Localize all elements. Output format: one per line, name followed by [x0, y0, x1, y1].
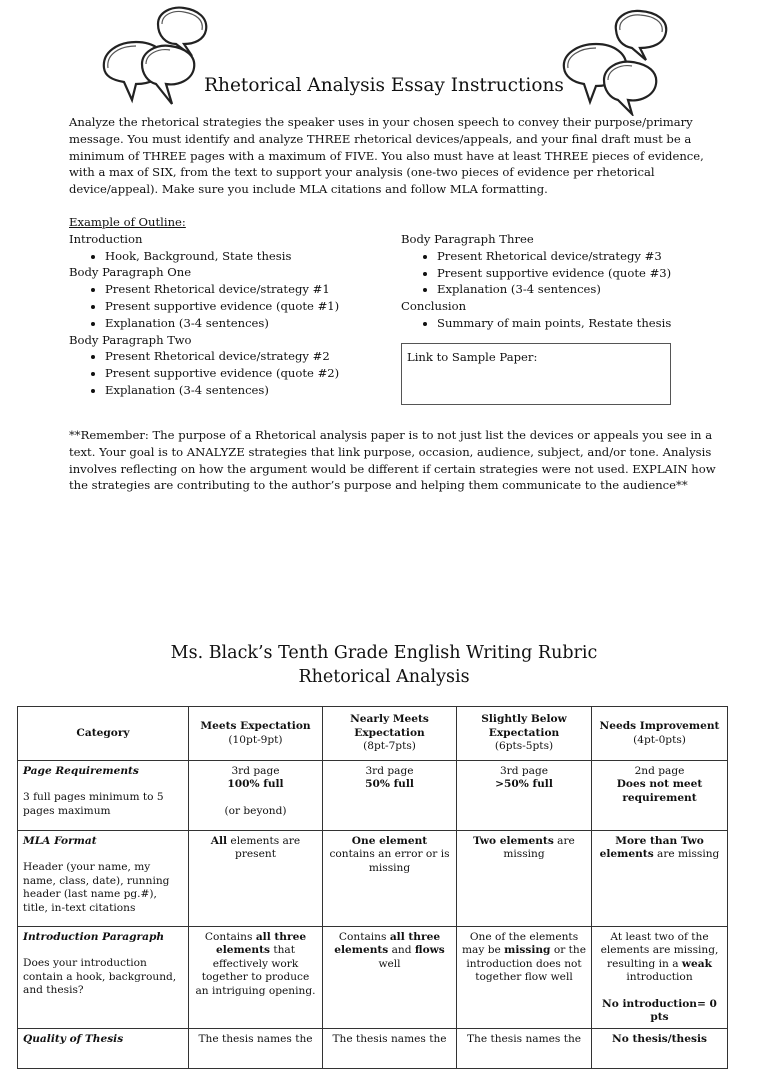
- outline-intro-label: Introduction: [69, 231, 143, 246]
- instructions-paragraph: Analyze the rhetorical strategies the speaker uses in your chosen speech to convey their purpose/primary message. You must identify and analyze THREE rhetorical devices/appeals, and your final draft must be a minimum of THREE pages with a maximum of FIVE. You also must have at least THREE pieces of evidence, with a max of SIX, from the text to support your analysis (one-two pieces of evidence per rhetorical device/appeal). Make sure you include MLA citations and follow MLA formatting.: [69, 115, 704, 197]
- slightly-cell: 3rd page >50% full: [457, 761, 592, 831]
- list-item: • Explanation (3-4 sentences): [105, 382, 389, 399]
- meets-cell: The thesis names the: [189, 1029, 323, 1069]
- nearly-cell: One element contains an error or is missing: [323, 831, 457, 927]
- needs-cell: No thesis/thesis: [592, 1029, 728, 1069]
- outline-body3-label: Body Paragraph Three: [401, 232, 534, 246]
- needs-cell: More than Two elements are missing: [592, 831, 728, 927]
- needs-cell: At least two of the elements are missing, resulting in a weak introduction No introduction= 0 pts: [592, 927, 728, 1029]
- outline-heading: Example of Outline:: [69, 215, 186, 229]
- category-cell: Page Requirements 3 full pages minimum to 5 pages maximum: [18, 761, 189, 831]
- list-item: • Hook, Background, State thesis: [105, 248, 389, 265]
- outline-body1-list: [69, 281, 389, 331]
- list-item: • Present Rhetorical device/strategy #1: [105, 281, 389, 298]
- category-cell: Quality of Thesis: [18, 1029, 189, 1069]
- slightly-cell: One of the elements may be missing or the introduction does not together flow well: [457, 927, 592, 1029]
- rubric-title-line1: Ms. Black’s Tenth Grade English Writing Rubric: [170, 643, 598, 663]
- nearly-cell: 3rd page 50% full: [323, 761, 457, 831]
- outline-body3-list: [401, 248, 691, 298]
- header-category: Category: [18, 707, 189, 761]
- table-header-row: [18, 707, 728, 761]
- nearly-cell: The thesis names the: [323, 1029, 457, 1069]
- list-item: • Present Rhetorical device/strategy #3: [437, 248, 691, 265]
- outline-intro-list: [69, 248, 389, 265]
- slightly-cell: Two elements are missing: [457, 831, 592, 927]
- table-row: [18, 1029, 728, 1069]
- outline-body2-label: Body Paragraph Two: [69, 332, 192, 347]
- list-item: • Present supportive evidence (quote #3): [437, 265, 691, 282]
- sample-paper-link-box[interactable]: [401, 343, 671, 405]
- outline-left-column: [69, 214, 389, 399]
- speech-bubbles-icon: [560, 8, 672, 116]
- outline-right-column: [401, 231, 691, 332]
- table-row: [18, 927, 728, 1029]
- needs-cell: 2nd page Does not meet requirement: [592, 761, 728, 831]
- outline-conclusion-list: [401, 315, 691, 332]
- outline-body2-list: [69, 348, 389, 398]
- meets-cell: Contains all three elements that effectively work together to produce an intriguing opening.: [189, 927, 323, 1029]
- meets-cell: All elements are present: [189, 831, 323, 927]
- table-row: [18, 761, 728, 831]
- category-cell: Introduction Paragraph Does your introduction contain a hook, background, and thesis?: [18, 927, 189, 1029]
- rubric-title: [0, 641, 768, 689]
- rubric-title-line2: Rhetorical Analysis: [298, 667, 470, 687]
- header-needs: Needs Improvement (4pt-0pts): [592, 707, 728, 761]
- sample-paper-label: Link to Sample Paper:: [407, 350, 538, 364]
- list-item: • Present supportive evidence (quote #1): [105, 298, 389, 315]
- meets-cell: 3rd page 100% full (or beyond): [189, 761, 323, 831]
- header-slightly: Slightly Below Expectation (6pts-5pts): [457, 707, 592, 761]
- remember-note: **Remember: The purpose of a Rhetorical analysis paper is to not just list the devices or appeals you see in a text. Your goal is to ANALYZE strategies that link purpose, occasion, audience, subject, and/or tone. Analysis involves reflecting on how the argument would be different if certain strategies were not used. EXPLAIN how the strategies are contributing to the author’s purpose and helping them communicate to the audience**: [69, 428, 716, 493]
- slightly-cell: The thesis names the: [457, 1029, 592, 1069]
- list-item: • Explanation (3-4 sentences): [437, 281, 691, 298]
- header-nearly: Nearly Meets Expectation (8pt-7pts): [323, 707, 457, 761]
- nearly-cell: Contains all three elements and flows well: [323, 927, 457, 1029]
- outline-body1-label: Body Paragraph One: [69, 265, 192, 280]
- list-item: • Explanation (3-4 sentences): [105, 315, 389, 332]
- page-title: Rhetorical Analysis Essay Instructions: [204, 75, 564, 96]
- header-meets: Meets Expectation (10pt-9pt): [189, 707, 323, 761]
- list-item: • Summary of main points, Restate thesis: [437, 315, 691, 332]
- list-item: • Present supportive evidence (quote #2): [105, 365, 389, 382]
- table-row: [18, 831, 728, 927]
- outline-conclusion-label: Conclusion: [401, 299, 467, 314]
- list-item: • Present Rhetorical device/strategy #2: [105, 348, 389, 365]
- category-cell: MLA Format Header (your name, my name, class, date), running header (last name pg.#), title, in-text citations: [18, 831, 189, 927]
- rubric-table: [17, 706, 728, 1069]
